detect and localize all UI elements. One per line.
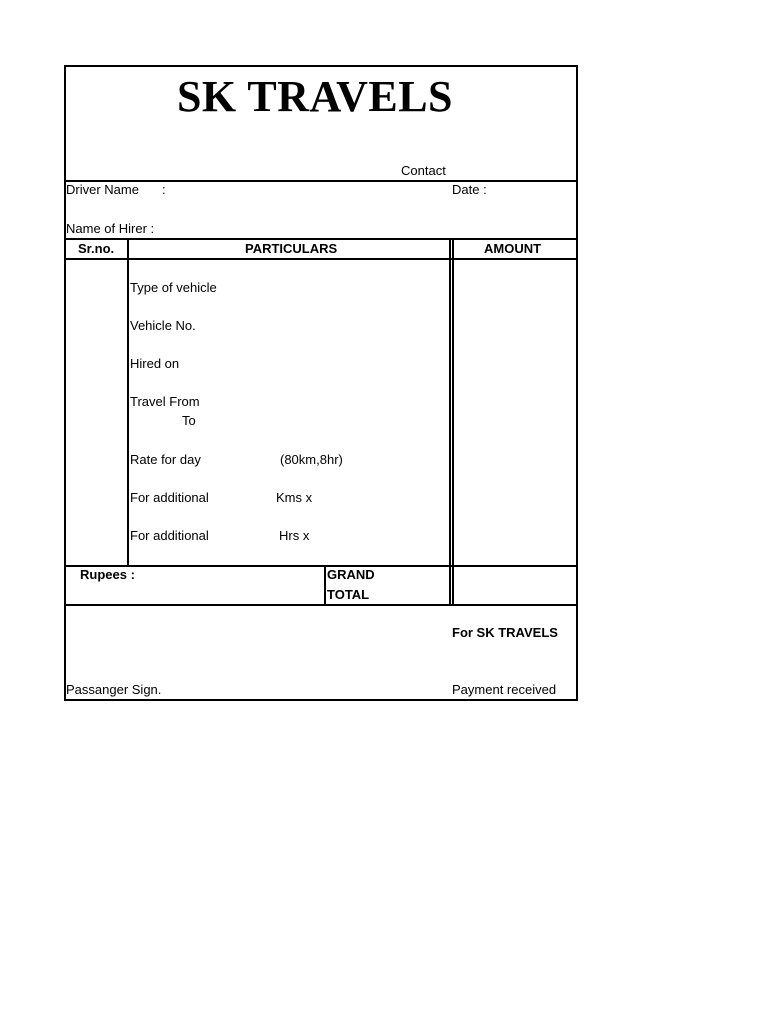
contact-label: Contact bbox=[401, 163, 446, 178]
vehicle-no-label: Vehicle No. bbox=[130, 318, 196, 333]
col-line-particulars-right bbox=[452, 238, 454, 605]
col-line-srno bbox=[127, 238, 129, 566]
grand-label: GRAND bbox=[327, 567, 375, 582]
rupees-label: Rupees : bbox=[80, 567, 135, 582]
passenger-sign-label: Passanger Sign. bbox=[66, 682, 162, 697]
payment-received-label: Payment received bbox=[452, 682, 557, 697]
travel-to-label: To bbox=[182, 413, 196, 428]
additional-kms-label: For additional bbox=[130, 490, 209, 505]
hirer-label: Name of Hirer : bbox=[66, 221, 155, 236]
driver-name-colon: : bbox=[162, 182, 166, 197]
additional-hrs-unit: Hrs x bbox=[279, 528, 310, 543]
for-company-label: For SK TRAVELS bbox=[452, 625, 558, 640]
date-label: Date : bbox=[452, 182, 487, 197]
col-particulars: PARTICULARS bbox=[245, 241, 338, 256]
divider-header bbox=[64, 180, 578, 182]
col-line-particulars-left bbox=[449, 238, 451, 605]
divider-table-header bbox=[64, 258, 578, 260]
company-title: SK TRAVELS bbox=[176, 72, 454, 121]
additional-kms-unit: Kms x bbox=[276, 490, 313, 505]
travel-from-label: Travel From bbox=[130, 394, 200, 409]
type-of-vehicle-label: Type of vehicle bbox=[130, 280, 217, 295]
hired-on-label: Hired on bbox=[130, 356, 180, 371]
rate-note: (80km,8hr) bbox=[280, 452, 343, 467]
total-label: TOTAL bbox=[327, 587, 370, 602]
divider-table-top bbox=[64, 238, 578, 240]
col-srno: Sr.no. bbox=[78, 241, 115, 256]
driver-name-label: Driver Name bbox=[66, 182, 139, 197]
divider-footer bbox=[64, 604, 578, 606]
col-amount: AMOUNT bbox=[484, 241, 542, 256]
additional-hrs-label: For additional bbox=[130, 528, 209, 543]
rate-for-day-label: Rate for day bbox=[130, 452, 201, 467]
divider-totals-top bbox=[64, 565, 578, 567]
col-line-grand-total bbox=[324, 565, 326, 605]
invoice-form bbox=[64, 65, 578, 701]
